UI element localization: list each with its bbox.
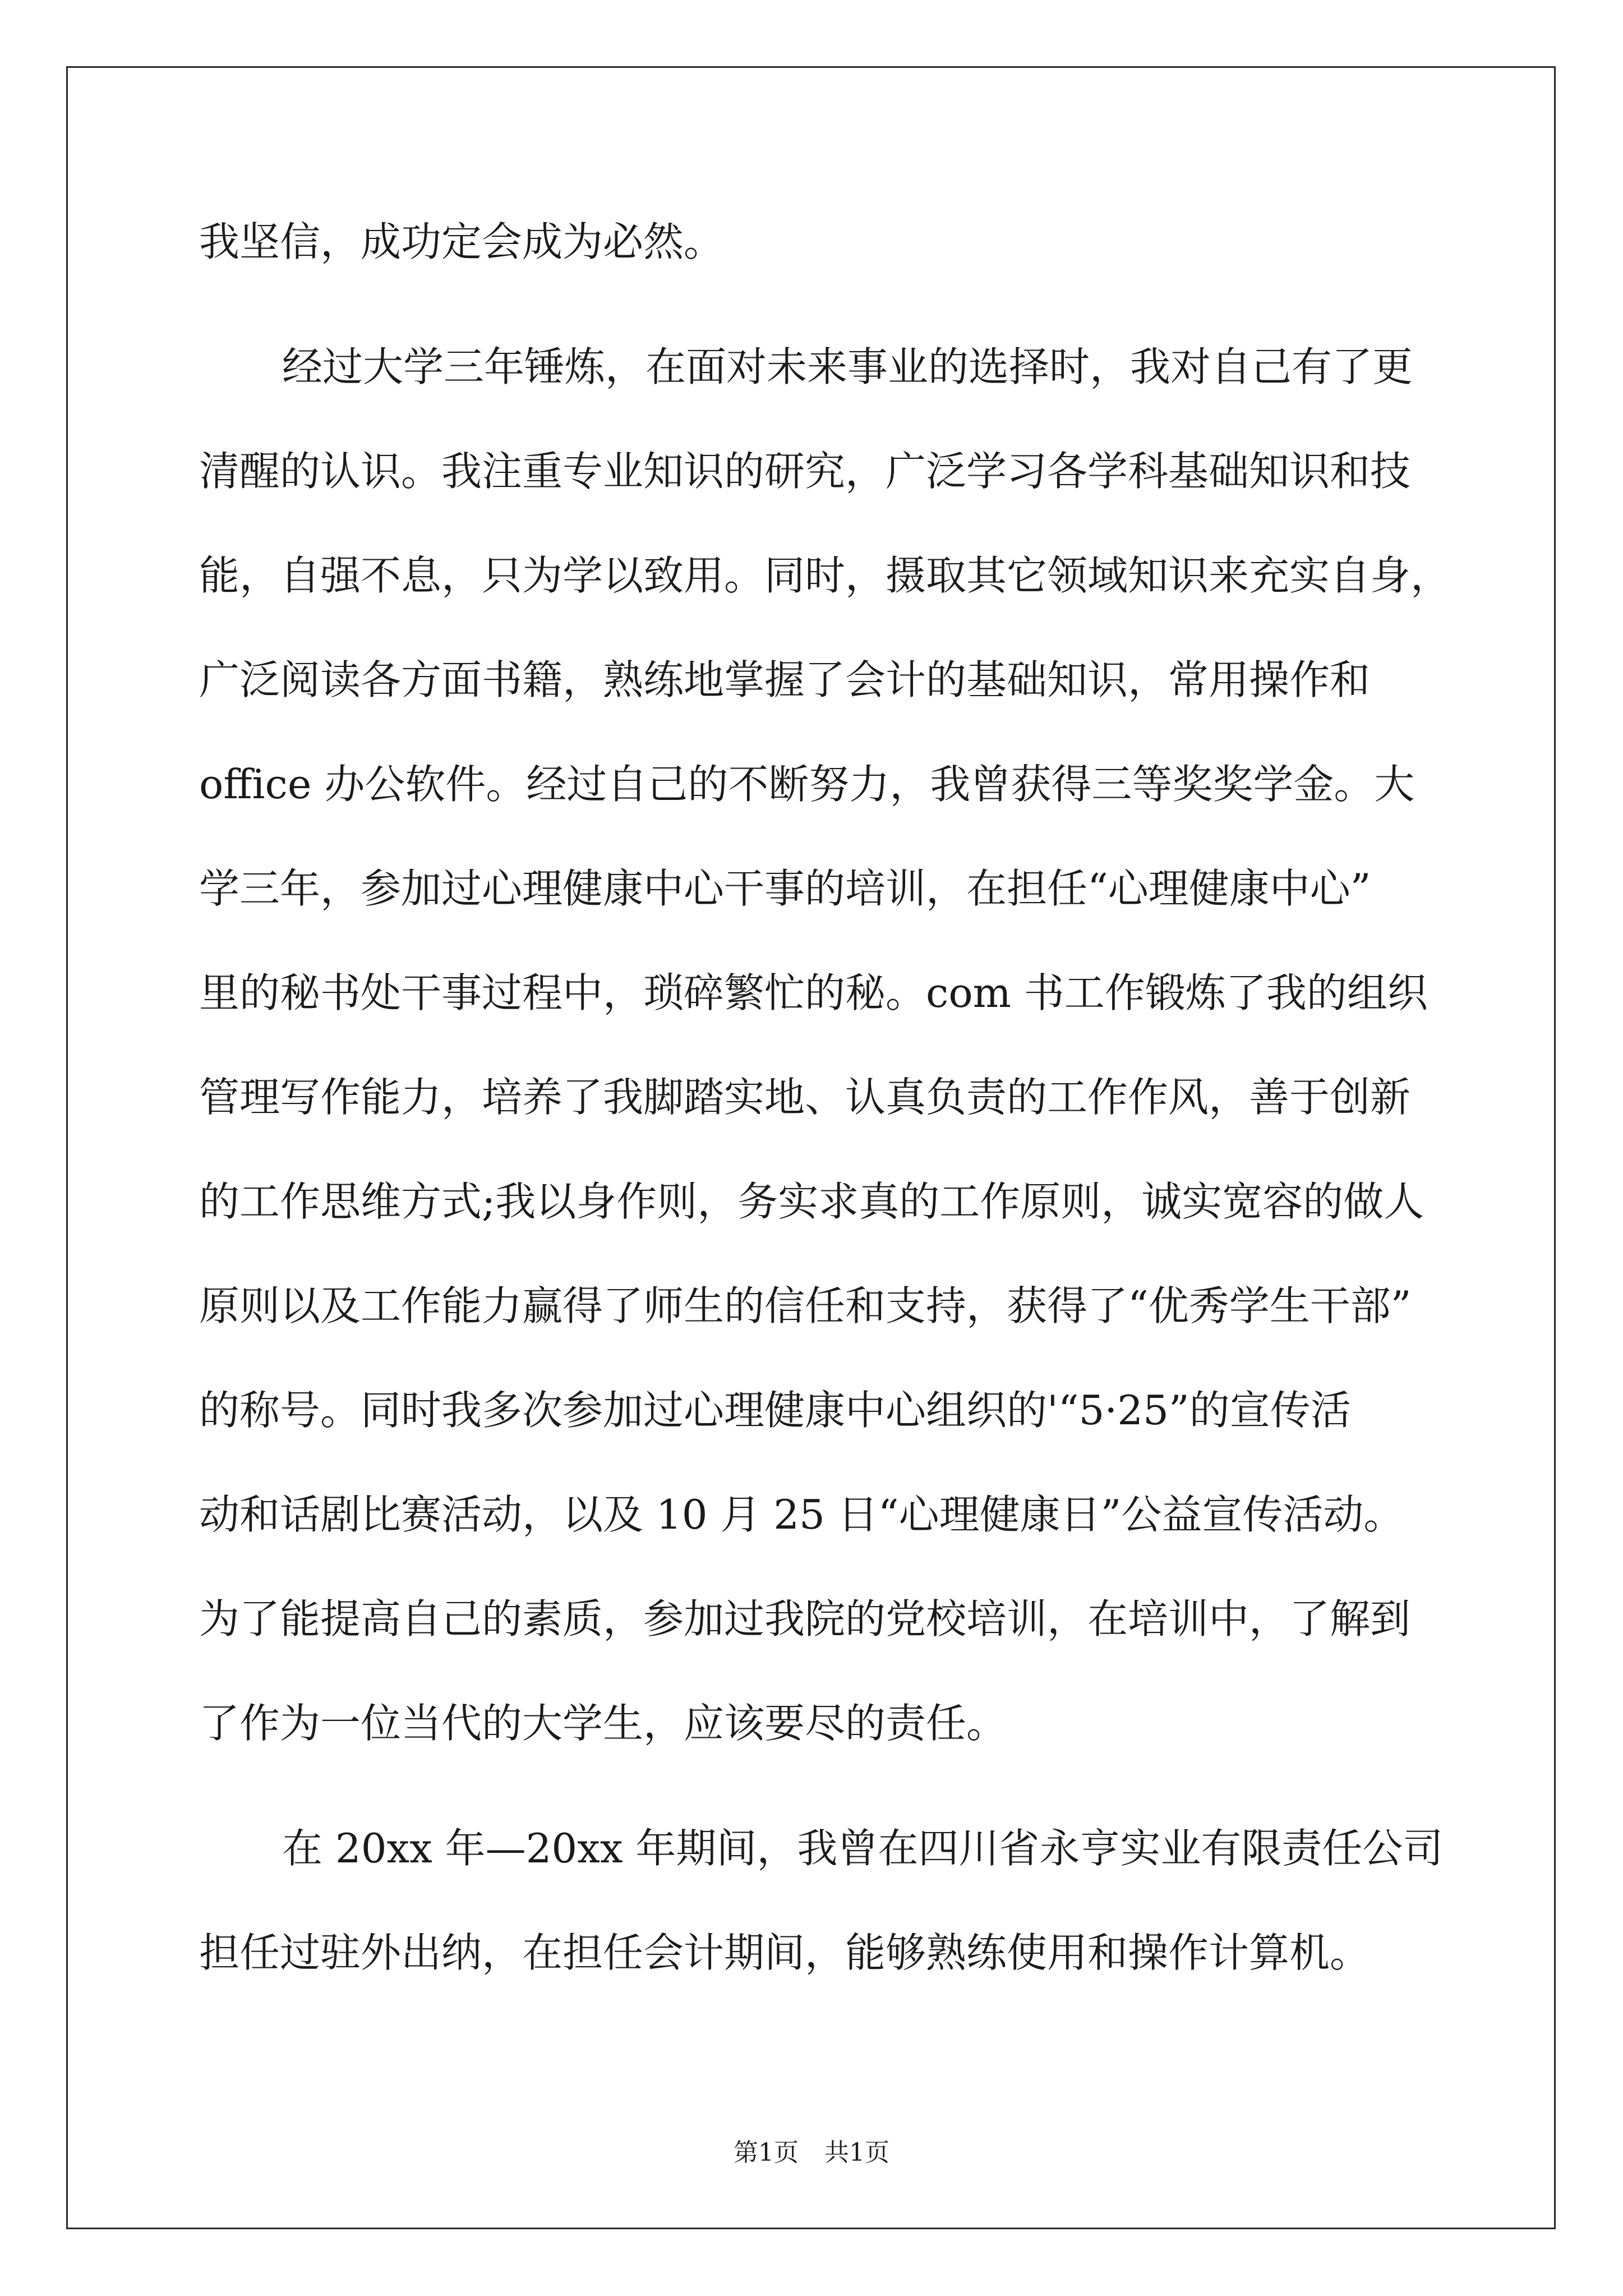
- paragraph-line: 为了能提高自己的素质，参加过我院的党校培训，在培训中，了解到: [199, 1595, 1411, 1642]
- document-body: [199, 218, 1451, 2037]
- paragraph-line: 原则以及工作能力赢得了师生的信任和支持，获得了“优秀学生干部”: [199, 1282, 1412, 1329]
- paragraph-line: 能，自强不息，只为学以致用。同时，摄取其它领域知识来充实自身，: [199, 552, 1451, 599]
- page-total-label: 共1页: [824, 2138, 889, 2167]
- paragraph-line: 我坚信，成功定会成为必然。: [199, 218, 725, 265]
- paragraph-line: 的工作思维方式;我以身作则，务实求真的工作原则，诚实宽容的做人: [199, 1178, 1424, 1225]
- paragraph-line: 里的秘书处干事过程中，琐碎繁忙的秘。com 书工作锻炼了我的组织: [199, 969, 1428, 1016]
- paragraph-line: 的称号。同时我多次参加过心理健康中心组织的'“5·25”的宣传活: [199, 1387, 1351, 1434]
- paragraph-line: office 办公软件。经过自己的不断努力，我曾获得三等奖奖学金。大: [199, 761, 1415, 808]
- paragraph-line: 经过大学三年锤炼，在面对未来事业的选择时，我对自己有了更: [282, 343, 1413, 390]
- paragraph-line: 动和话剧比赛活动，以及 10 月 25 日“心理健康日”公益宣传活动。: [199, 1491, 1404, 1538]
- paragraph-line: 学三年，参加过心理健康中心干事的培训，在担任“心理健康中心”: [199, 865, 1371, 912]
- paragraph-line: 了作为一位当代的大学生，应该要尽的责任。: [199, 1700, 1007, 1747]
- paragraph-line: 管理写作能力，培养了我脚踏实地、认真负责的工作作风，善于创新: [199, 1074, 1411, 1121]
- paragraph-line: 清醒的认识。我注重专业知识的研究，广泛学习各学科基础知识和技: [199, 448, 1411, 495]
- paragraph-line: 担任过驻外出纳，在担任会计期间，能够熟练使用和操作计算机。: [199, 1929, 1371, 1976]
- paragraph-line: 广泛阅读各方面书籍，熟练地掌握了会计的基础知识，常用操作和: [199, 656, 1371, 703]
- paragraph-line: 在 20xx 年—20xx 年期间，我曾在四川省永亨实业有限责任公司: [282, 1825, 1444, 1872]
- page-footer: [0, 2138, 1623, 2167]
- page-number-label: 第1页: [734, 2138, 799, 2167]
